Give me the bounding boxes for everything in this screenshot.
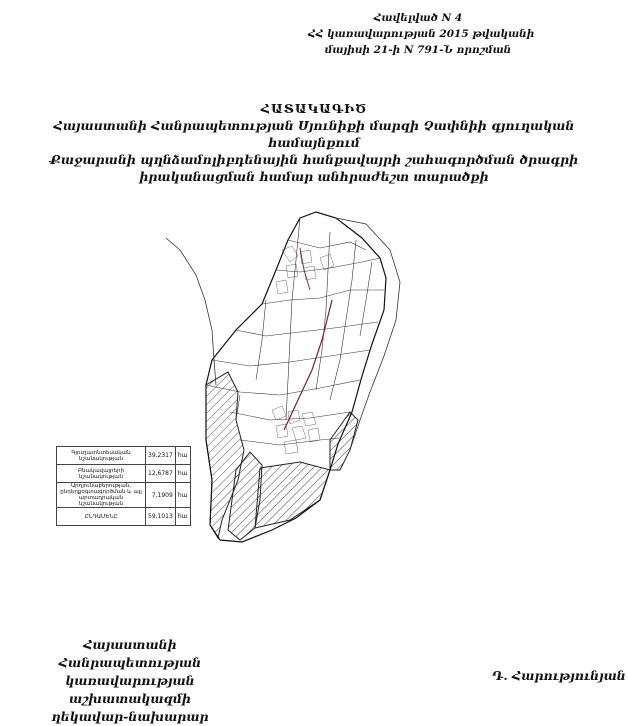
road-line-north	[300, 248, 310, 290]
legend-value: 12,6787	[146, 465, 176, 483]
legend-value: 7,1909	[146, 483, 176, 508]
legend-row	[57, 483, 191, 508]
title-line-3: Քաջարանի պղնձամոլիբդենային հանքավայրի շահագործման ծրագրի	[49, 152, 579, 167]
dense-parcel-cluster-south	[272, 406, 320, 454]
annex-decision-line: ՀՀ կառավարության 2015 թվականի	[308, 28, 535, 40]
legend-unit: հա	[175, 447, 190, 465]
legend-total-label: ԸՆԴԱՄԵՆԸ	[57, 508, 146, 526]
annex-number: Հավելված N 4	[373, 12, 463, 24]
hatched-zone-south	[255, 462, 330, 528]
legend-unit: հա	[175, 483, 190, 508]
legend-label: Բնակավայրերի նշանակության	[57, 465, 146, 483]
title-line-2: Հայաստանի Հանրապետության Սյունիքի մարզի Չափնիի գյուղական համայնքում	[53, 118, 575, 150]
legend-row	[57, 447, 191, 465]
legend-total-row	[57, 508, 191, 526]
legend-unit: հա	[175, 465, 190, 483]
legend-label: Արդյունաբերության, ընդերքօգտագործման և այլ արտադրական նշանակության	[57, 483, 146, 508]
annex-decision-date: մայիսի 21-ի N 791-Ն որոշման	[324, 44, 512, 56]
river-line	[166, 238, 216, 385]
land-category-legend	[56, 446, 191, 526]
legend-label: Գյուղատնտեսական նշանակության	[57, 447, 146, 465]
legend-value: 39,2317	[146, 447, 176, 465]
title-heading: ՀԱՏԱԿԱԳԻԾ	[260, 101, 368, 116]
signatory-org-line-3: ղեկավար-նախարար	[51, 709, 209, 724]
title-line-4: իրականացման համար անհրաժեշտ տարածքի	[139, 169, 489, 184]
hatched-zone-east	[330, 412, 358, 470]
signatory-name: Դ. Հարությունյան	[492, 668, 626, 683]
signatory-org-line-2: կառավարության աշխատակազմի	[65, 673, 195, 706]
legend-unit: հա	[175, 508, 190, 526]
legend-row	[57, 465, 191, 483]
signatory-org-line-1: Հայաստանի Հանրապետության	[58, 637, 202, 670]
dense-parcel-cluster-north	[276, 246, 334, 294]
legend-total-value: 59,1013	[146, 508, 176, 526]
outer-ridge-line	[336, 218, 400, 450]
signatory-position	[10, 636, 250, 726]
